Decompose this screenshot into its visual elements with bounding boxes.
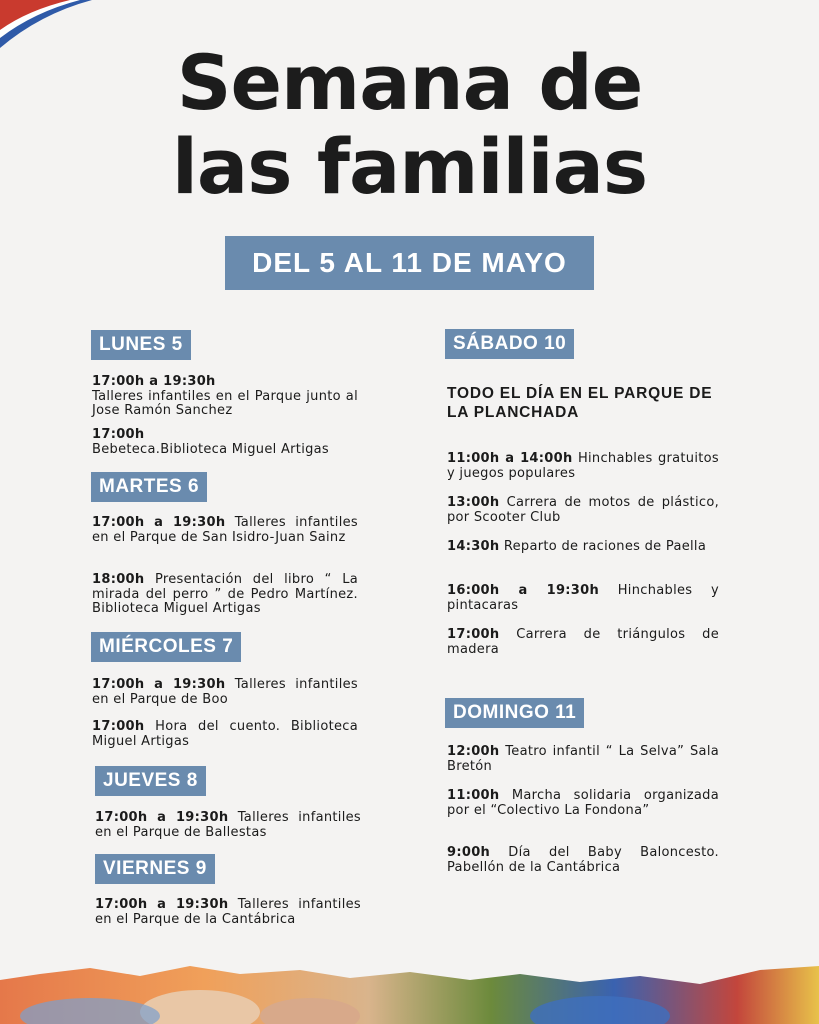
event-text: Talleres infantiles en el Parque de la Cantábrica bbox=[95, 897, 361, 927]
event-text: Talleres infantiles en el Parque de Boo bbox=[92, 677, 358, 707]
event-item bbox=[447, 789, 719, 818]
event-item bbox=[92, 516, 358, 545]
event-item bbox=[92, 375, 358, 419]
event-text: Hora del cuento. Biblioteca Miguel Artigas bbox=[92, 719, 358, 749]
page-title-line-2: las familias bbox=[171, 122, 648, 211]
event-text: Hinchables y pintacaras bbox=[447, 583, 720, 613]
event-text: Teatro infantil “ La Selva” Sala Bretón bbox=[447, 744, 719, 774]
event-time: 17:00h bbox=[92, 427, 145, 442]
day-label-lunes: LUNES 5 bbox=[91, 330, 191, 360]
event-text: Hinchables gratuitos y juegos populares bbox=[447, 451, 719, 481]
event-time: 14:30h bbox=[447, 539, 500, 554]
event-item bbox=[92, 678, 358, 707]
event-text: Talleres infantiles en el Parque junto al Jose Ramón Sanchez bbox=[92, 388, 358, 418]
event-time: 9:00h bbox=[447, 845, 491, 860]
event-text: Carrera de motos de plástico, por Scooter Club bbox=[447, 495, 719, 525]
page-title-line-1: Semana de bbox=[176, 38, 643, 127]
event-time: 17:00h bbox=[92, 719, 145, 734]
event-item bbox=[447, 496, 719, 525]
event-time: 17:00h a 19:30h bbox=[95, 897, 229, 912]
day-label-martes: MARTES 6 bbox=[91, 472, 207, 502]
event-time: 17:00h a 19:30h bbox=[92, 374, 216, 389]
event-text: Bebeteca.Biblioteca Miguel Artigas bbox=[92, 441, 330, 457]
event-time: 18:00h bbox=[92, 572, 145, 587]
event-text: Día del Baby Baloncesto. Pabellón de la Cantábrica bbox=[447, 845, 719, 875]
day-label-domingo: DOMINGO 11 bbox=[445, 698, 584, 728]
date-range-banner: DEL 5 AL 11 DE MAYO bbox=[225, 236, 594, 290]
event-time: 16:00h a 19:30h bbox=[447, 583, 600, 598]
event-item bbox=[447, 846, 719, 875]
day-label-jueves: JUEVES 8 bbox=[95, 766, 206, 796]
event-item bbox=[92, 720, 358, 749]
event-item bbox=[447, 540, 719, 555]
event-time: 17:00h a 19:30h bbox=[92, 515, 226, 530]
day-label-viernes: VIERNES 9 bbox=[95, 854, 215, 884]
event-time: 12:00h bbox=[447, 744, 500, 759]
event-text: Presentación del libro “ La mirada del perro ” de Pedro Martínez. Biblioteca Miguel Artigas bbox=[92, 572, 359, 616]
event-item bbox=[447, 628, 719, 657]
event-text: Carrera de triángulos de madera bbox=[447, 627, 720, 657]
day-label-sabado: SÁBADO 10 bbox=[445, 329, 574, 359]
event-item bbox=[447, 452, 719, 481]
event-time: 11:00h bbox=[447, 788, 500, 803]
event-item bbox=[447, 584, 719, 613]
saturday-location-note: TODO EL DÍA EN EL PARQUE DE LA PLANCHADA bbox=[447, 385, 713, 421]
event-time: 17:00h a 19:30h bbox=[92, 677, 226, 692]
event-text: Talleres infantiles en el Parque de San Isidro-Juan Sainz bbox=[92, 515, 358, 545]
event-item bbox=[92, 428, 358, 457]
event-text: Marcha solidaria organizada por el “Colectivo La Fondona” bbox=[447, 788, 720, 818]
event-text: Reparto de raciones de Paella bbox=[503, 539, 707, 554]
event-item bbox=[95, 811, 361, 840]
event-item bbox=[92, 573, 358, 617]
event-item bbox=[95, 898, 361, 927]
event-time: 17:00h a 19:30h bbox=[95, 810, 229, 825]
event-time: 13:00h bbox=[447, 495, 500, 510]
event-text: Talleres infantiles en el Parque de Ballestas bbox=[95, 810, 361, 840]
event-time: 11:00h a 14:00h bbox=[447, 451, 573, 466]
day-label-miercoles: MIÉRCOLES 7 bbox=[91, 632, 241, 662]
event-time: 17:00h bbox=[447, 627, 500, 642]
children-photo-strip bbox=[0, 960, 819, 1024]
event-item bbox=[447, 745, 719, 774]
